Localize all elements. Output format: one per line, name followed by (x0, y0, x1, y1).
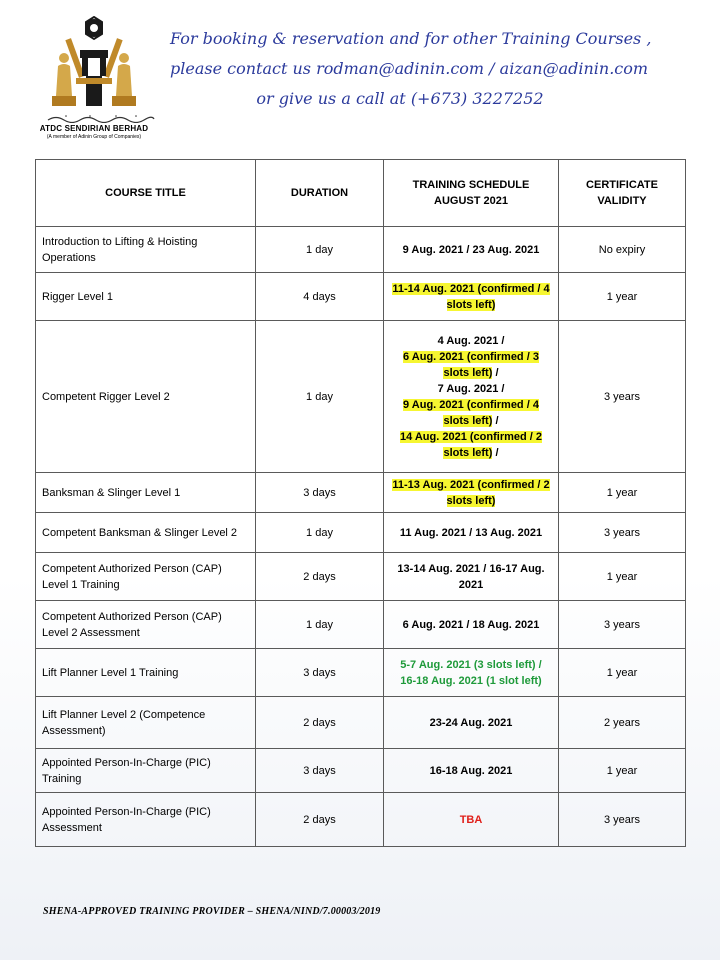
schedule-cell (384, 601, 559, 649)
duration-cell: 3 days (256, 649, 384, 697)
table-row (36, 553, 686, 601)
course-title-line: Introduction to Lifting & Hoisting (42, 235, 198, 248)
course-title-cell (36, 749, 256, 793)
course-title-cell (36, 273, 256, 321)
header-course-title: COURSE TITLE (36, 160, 256, 227)
duration-cell: 2 days (256, 697, 384, 749)
validity-cell: 1 year (559, 473, 686, 513)
course-title-line: Lift Planner Level 2 (Competence (42, 708, 206, 721)
course-title-line: Assessment (42, 821, 102, 834)
schedule-date-text: 14 Aug. 2021 (confirmed / 2 (399, 430, 543, 443)
validity-cell: 3 years (559, 513, 686, 553)
course-title-line: Operations (42, 251, 96, 264)
schedule-cell (384, 793, 559, 847)
schedule-cell (384, 227, 559, 273)
schedule-cell (384, 321, 559, 473)
schedule-date-text: 13-14 Aug. 2021 / 16-17 Aug. (397, 562, 545, 575)
schedule-date-text: 11-14 Aug. 2021 (confirmed / 4 (392, 282, 550, 295)
course-title-cell (36, 473, 256, 513)
schedule-date-text: 16-18 Aug. 2021 (429, 764, 513, 777)
schedule-date-text: 9 Aug. 2021 / 23 Aug. 2021 (402, 243, 540, 256)
duration-cell: 1 day (256, 601, 384, 649)
table-row (36, 749, 686, 793)
schedule-cell (384, 749, 559, 793)
schedule-cell (384, 513, 559, 553)
course-title-cell (36, 553, 256, 601)
course-title-cell (36, 227, 256, 273)
validity-cell: 1 year (559, 273, 686, 321)
schedule-date-text: 6 Aug. 2021 (confirmed / 3 (403, 350, 539, 363)
validity-cell: 3 years (559, 793, 686, 847)
header-certificate-validity (559, 160, 686, 227)
course-title-line: Lift Planner Level 1 Training (42, 666, 179, 679)
table-row (36, 273, 686, 321)
schedule-date-text: 23-24 Aug. 2021 (429, 716, 513, 729)
contact-line-2: please contact us rodman@adinin.com / aizan@adinin.com (170, 59, 649, 78)
duration-cell: 2 days (256, 553, 384, 601)
duration-cell: 1 day (256, 513, 384, 553)
contact-line-3: or give us a call at (+673) 3227252 (256, 89, 544, 108)
table-row (36, 321, 686, 473)
validity-cell: 1 year (559, 749, 686, 793)
duration-cell: 1 day (256, 321, 384, 473)
schedule-cell (384, 697, 559, 749)
company-logo (32, 16, 156, 142)
header-schedule-line2: AUGUST 2021 (434, 195, 508, 207)
header-schedule-line1: TRAINING SCHEDULE (412, 179, 530, 191)
validity-cell: 3 years (559, 321, 686, 473)
schedule-date-text: 9 Aug. 2021 (confirmed / 4 (403, 398, 539, 411)
schedule-date-text: slots left) (446, 298, 496, 311)
course-title-line: Training (42, 772, 82, 785)
training-schedule-table (35, 159, 686, 847)
duration-cell: 1 day (256, 227, 384, 273)
schedule-date-text: 11-13 Aug. 2021 (confirmed / 2 (392, 478, 550, 491)
course-title-line: Assessment) (42, 724, 106, 737)
schedule-separator: / (492, 446, 499, 459)
schedule-date-text: slots left) (446, 494, 496, 507)
schedule-date-text: 5-7 Aug. 2021 (3 slots left) / (400, 658, 542, 671)
duration-cell: 3 days (256, 749, 384, 793)
schedule-separator: / (492, 366, 499, 379)
validity-cell: 1 year (559, 553, 686, 601)
course-title-line: Level 2 Assessment (42, 626, 140, 639)
atdc-emblem (32, 16, 156, 116)
course-title-cell (36, 513, 256, 553)
logo-company-name: ATDC SENDIRIAN BERHAD (39, 124, 149, 133)
table-row (36, 697, 686, 749)
course-title-line: Appointed Person-In-Charge (PIC) (42, 805, 211, 818)
course-title-line: Rigger Level 1 (42, 290, 113, 303)
contact-line-1: For booking & reservation and for other Training Courses , (170, 29, 652, 48)
header-validity-line1: CERTIFICATE (586, 179, 658, 191)
schedule-date-text: 4 Aug. 2021 / (437, 334, 505, 347)
duration-cell: 2 days (256, 793, 384, 847)
contact-info (170, 24, 652, 114)
schedule-date-text: slots left) (443, 446, 493, 459)
schedule-date-text: 11 Aug. 2021 / 13 Aug. 2021 (399, 526, 543, 539)
arabic-script-logo (46, 113, 156, 123)
schedule-separator: / (492, 414, 499, 427)
table-row (36, 227, 686, 273)
course-title-line: Competent Rigger Level 2 (42, 390, 170, 403)
course-title-line: Competent Authorized Person (CAP) (42, 562, 222, 575)
course-title-line: Level 1 Training (42, 578, 120, 591)
course-title-line: Banksman & Slinger Level 1 (42, 486, 181, 499)
duration-cell: 3 days (256, 473, 384, 513)
validity-cell: 2 years (559, 697, 686, 749)
schedule-date-text: 6 Aug. 2021 / 18 Aug. 2021 (402, 618, 540, 631)
schedule-date-text: TBA (459, 813, 483, 826)
course-title-line: Competent Authorized Person (CAP) (42, 610, 222, 623)
schedule-date-text: slots left) (443, 414, 493, 427)
course-title-line: Competent Banksman & Slinger Level 2 (42, 526, 238, 539)
schedule-cell (384, 473, 559, 513)
schedule-date-text: 16-18 Aug. 2021 (1 slot left) (400, 674, 542, 687)
accreditation-footer: SHENA-APPROVED TRAINING PROVIDER – SHENA/NIND/7.00003/2019 (43, 906, 381, 917)
schedule-date-text: 2021 (458, 578, 484, 591)
logo-tagline: (A member of Adinin Group of Companies) (46, 134, 142, 140)
course-title-cell (36, 649, 256, 697)
schedule-date-text: slots left) (443, 366, 493, 379)
course-title-cell (36, 321, 256, 473)
table-row (36, 473, 686, 513)
schedule-cell (384, 553, 559, 601)
table-row (36, 793, 686, 847)
table-row (36, 513, 686, 553)
schedule-date-text: 7 Aug. 2021 / (437, 382, 505, 395)
validity-cell: No expiry (559, 227, 686, 273)
header-validity-line2: VALIDITY (597, 195, 647, 207)
table-row (36, 601, 686, 649)
header-training-schedule (384, 160, 559, 227)
course-title-cell (36, 793, 256, 847)
schedule-cell (384, 649, 559, 697)
validity-cell: 1 year (559, 649, 686, 697)
duration-cell: 4 days (256, 273, 384, 321)
table-row (36, 649, 686, 697)
header-duration: DURATION (256, 160, 384, 227)
table-header-row (36, 160, 686, 227)
course-title-cell (36, 697, 256, 749)
course-title-line: Appointed Person-In-Charge (PIC) (42, 756, 211, 769)
schedule-cell (384, 273, 559, 321)
validity-cell: 3 years (559, 601, 686, 649)
course-title-cell (36, 601, 256, 649)
